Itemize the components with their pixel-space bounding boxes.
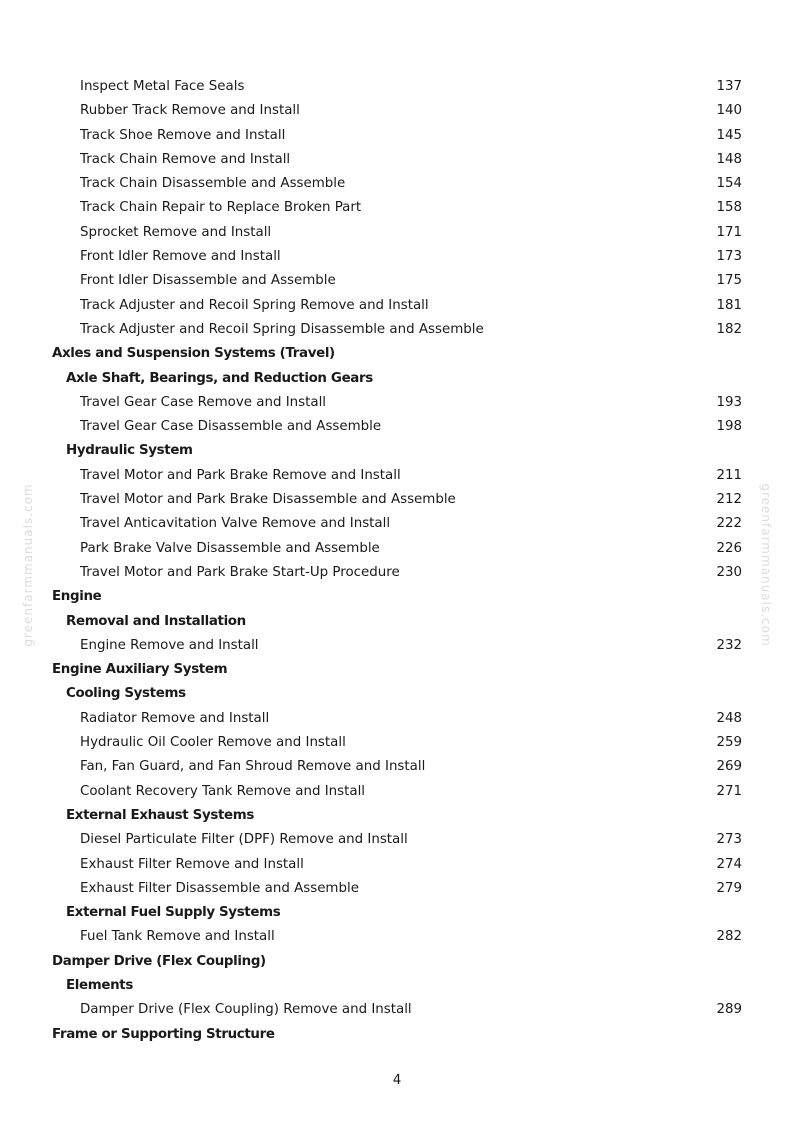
toc-entry[interactable] bbox=[0, 512, 794, 536]
toc-entry[interactable] bbox=[0, 99, 794, 123]
toc-entry-page-number: 273 bbox=[716, 832, 742, 848]
watermark-left: greenfarmmanuals.com bbox=[21, 483, 35, 647]
toc-entry[interactable] bbox=[0, 537, 794, 561]
toc-subsection-heading bbox=[0, 439, 794, 463]
toc-entry[interactable] bbox=[0, 391, 794, 415]
toc-entry[interactable] bbox=[0, 245, 794, 269]
toc-entry-title: Travel Gear Case Remove and Install bbox=[80, 394, 327, 410]
toc-entry[interactable] bbox=[0, 124, 794, 148]
toc-entry[interactable] bbox=[0, 148, 794, 172]
toc-entry[interactable] bbox=[0, 172, 794, 196]
toc-entry-page-number: 140 bbox=[716, 103, 742, 119]
toc-section-heading bbox=[0, 950, 794, 974]
toc-entry[interactable] bbox=[0, 196, 794, 220]
toc-entry-page-number: 232 bbox=[716, 637, 742, 653]
toc-entry[interactable] bbox=[0, 221, 794, 245]
toc-entry-page-number: 173 bbox=[716, 249, 742, 265]
toc-entry-title: Diesel Particulate Filter (DPF) Remove and Install bbox=[80, 832, 408, 848]
watermark-right: greenfarmmanuals.com bbox=[759, 483, 773, 647]
toc-entry[interactable] bbox=[0, 877, 794, 901]
toc-entry-title: Damper Drive (Flex Coupling) bbox=[52, 953, 266, 969]
toc-entry[interactable] bbox=[0, 488, 794, 512]
toc-section-heading bbox=[0, 585, 794, 609]
toc-entry-page-number: 171 bbox=[716, 224, 742, 240]
toc-entry-page-number: 259 bbox=[716, 735, 742, 751]
toc-entry-title: Front Idler Remove and Install bbox=[80, 249, 281, 265]
toc-entry-page-number: 230 bbox=[716, 564, 742, 580]
toc-entry-title: Travel Motor and Park Brake Disassemble and Assemble bbox=[80, 492, 456, 508]
toc-entry-title: Front Idler Disassemble and Assemble bbox=[80, 273, 336, 289]
toc-entry-page-number: 279 bbox=[716, 880, 742, 896]
toc-entry-page-number: 158 bbox=[716, 200, 742, 216]
toc-entry-title: Radiator Remove and Install bbox=[80, 710, 270, 726]
toc-entry[interactable] bbox=[0, 998, 794, 1022]
toc-entry-title: Engine bbox=[52, 589, 102, 605]
toc-entry-page-number: 211 bbox=[716, 467, 742, 483]
toc-entry-title: Travel Motor and Park Brake Start-Up Procedure bbox=[80, 564, 400, 580]
toc-entry-page-number: 274 bbox=[716, 856, 742, 872]
toc-entry-title: Engine Auxiliary System bbox=[52, 662, 228, 678]
toc-entry-title: Exhaust Filter Disassemble and Assemble bbox=[80, 880, 359, 896]
table-of-contents bbox=[0, 75, 794, 1047]
toc-entry-title: Track Adjuster and Recoil Spring Disassemble and Assemble bbox=[80, 321, 484, 337]
toc-entry-title: Frame or Supporting Structure bbox=[52, 1026, 275, 1042]
toc-entry-page-number: 271 bbox=[716, 783, 742, 799]
toc-entry-title: Fan, Fan Guard, and Fan Shroud Remove and Install bbox=[80, 759, 426, 775]
toc-entry[interactable] bbox=[0, 731, 794, 755]
toc-subsection-heading bbox=[0, 682, 794, 706]
toc-entry-title: Track Shoe Remove and Install bbox=[80, 127, 286, 143]
toc-entry-title: Cooling Systems bbox=[66, 686, 186, 702]
toc-entry-page-number: 198 bbox=[716, 419, 742, 435]
toc-entry-title: Inspect Metal Face Seals bbox=[80, 79, 245, 94]
toc-entry-title: Track Chain Repair to Replace Broken Part bbox=[80, 200, 362, 216]
toc-entry-page-number: 154 bbox=[716, 176, 742, 192]
toc-entry-page-number: 145 bbox=[716, 127, 742, 143]
toc-entry[interactable] bbox=[0, 75, 794, 99]
toc-section-heading bbox=[0, 342, 794, 366]
toc-entry[interactable] bbox=[0, 634, 794, 658]
toc-entry-title: Engine Remove and Install bbox=[80, 637, 259, 653]
toc-entry-title: Hydraulic Oil Cooler Remove and Install bbox=[80, 735, 346, 751]
toc-entry-title: Axle Shaft, Bearings, and Reduction Gears bbox=[66, 370, 373, 386]
toc-entry-title: Axles and Suspension Systems (Travel) bbox=[52, 346, 335, 362]
toc-entry-title: Track Chain Remove and Install bbox=[80, 151, 291, 167]
toc-entry[interactable] bbox=[0, 561, 794, 585]
toc-entry-title: Damper Drive (Flex Coupling) Remove and Install bbox=[80, 1002, 412, 1018]
toc-subsection-heading bbox=[0, 367, 794, 391]
toc-entry-title: Sprocket Remove and Install bbox=[80, 224, 272, 240]
toc-entry-page-number: 175 bbox=[716, 273, 742, 289]
toc-entry[interactable] bbox=[0, 464, 794, 488]
toc-entry-title: Track Adjuster and Recoil Spring Remove and Install bbox=[80, 297, 429, 313]
toc-entry-title: Travel Motor and Park Brake Remove and Install bbox=[80, 467, 401, 483]
toc-entry-title: Removal and Installation bbox=[66, 613, 246, 629]
toc-entry[interactable] bbox=[0, 415, 794, 439]
toc-entry-page-number: 289 bbox=[716, 1002, 742, 1018]
toc-entry-page-number: 193 bbox=[716, 394, 742, 410]
toc-subsection-heading bbox=[0, 974, 794, 998]
toc-entry[interactable] bbox=[0, 853, 794, 877]
toc-entry-page-number: 269 bbox=[716, 759, 742, 775]
toc-entry-page-number: 137 bbox=[716, 79, 742, 94]
toc-entry[interactable] bbox=[0, 269, 794, 293]
toc-entry[interactable] bbox=[0, 780, 794, 804]
toc-entry[interactable] bbox=[0, 828, 794, 852]
toc-entry[interactable] bbox=[0, 707, 794, 731]
toc-entry-page-number: 181 bbox=[716, 297, 742, 313]
toc-entry[interactable] bbox=[0, 755, 794, 779]
toc-section-heading bbox=[0, 1023, 794, 1047]
toc-entry-title: Elements bbox=[66, 977, 133, 993]
toc-entry-page-number: 248 bbox=[716, 710, 742, 726]
toc-entry-title: Hydraulic System bbox=[66, 443, 193, 459]
toc-entry-title: Park Brake Valve Disassemble and Assemble bbox=[80, 540, 380, 556]
toc-entry-page-number: 182 bbox=[716, 321, 742, 337]
toc-entry-page-number: 226 bbox=[716, 540, 742, 556]
toc-entry-title: Exhaust Filter Remove and Install bbox=[80, 856, 304, 872]
toc-entry-title: External Exhaust Systems bbox=[66, 807, 254, 823]
toc-entry[interactable] bbox=[0, 318, 794, 342]
toc-entry-title: Fuel Tank Remove and Install bbox=[80, 929, 275, 945]
toc-entry-page-number: 148 bbox=[716, 151, 742, 167]
toc-subsection-heading bbox=[0, 901, 794, 925]
toc-entry-title: Coolant Recovery Tank Remove and Install bbox=[80, 783, 366, 799]
toc-subsection-heading bbox=[0, 804, 794, 828]
toc-entry-title: Track Chain Disassemble and Assemble bbox=[80, 176, 346, 192]
toc-entry-title: Travel Anticavitation Valve Remove and Install bbox=[80, 516, 391, 532]
toc-subsection-heading bbox=[0, 610, 794, 634]
toc-entry-page-number: 222 bbox=[716, 516, 742, 532]
toc-entry[interactable] bbox=[0, 294, 794, 318]
page-number: 4 bbox=[392, 1073, 402, 1088]
toc-entry-title: Travel Gear Case Disassemble and Assemble bbox=[80, 419, 382, 435]
toc-entry-title: External Fuel Supply Systems bbox=[66, 905, 281, 921]
toc-section-heading bbox=[0, 658, 794, 682]
toc-entry-page-number: 282 bbox=[716, 929, 742, 945]
toc-entry[interactable] bbox=[0, 925, 794, 949]
toc-entry-title: Rubber Track Remove and Install bbox=[80, 103, 300, 119]
toc-entry-page-number: 212 bbox=[716, 492, 742, 508]
